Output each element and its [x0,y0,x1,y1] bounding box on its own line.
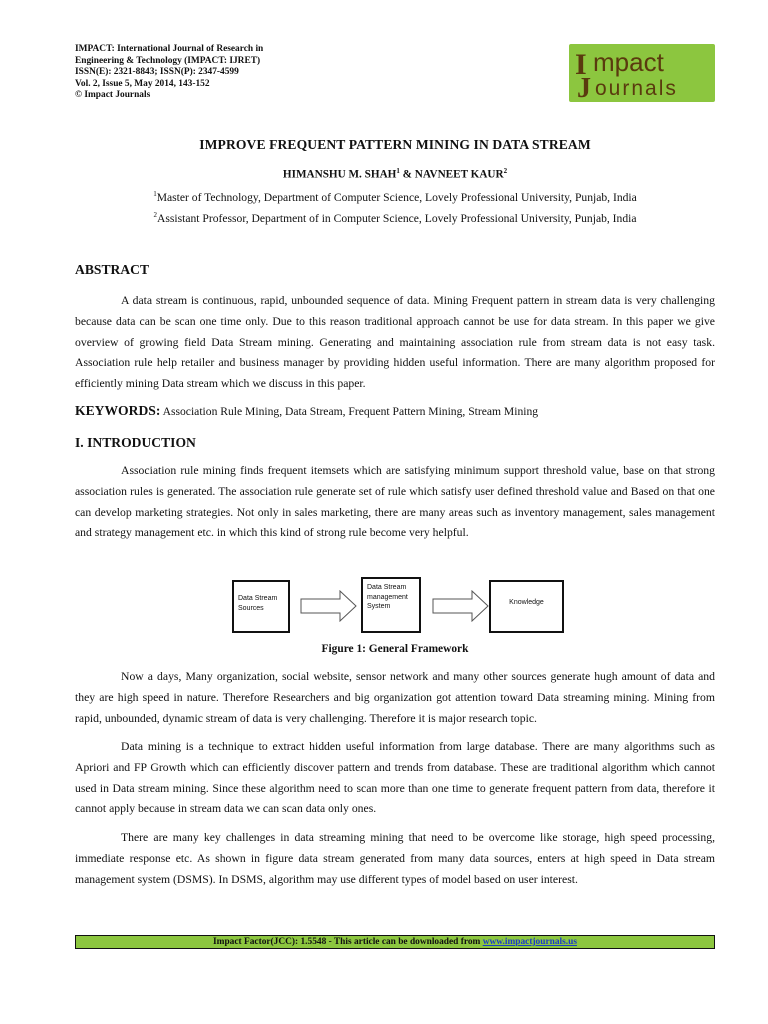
box-data-stream-sources-label: Data Stream Sources [238,595,278,612]
footer-website-link[interactable]: www.impactjournals.us [482,937,577,947]
paper-authors [75,167,715,181]
figure-caption: Figure 1: General Framework [321,643,469,655]
footer-text: Impact Factor(JCC): 1.5548 - This article can be downloaded from [213,937,483,947]
author-2-affil-mark: 2 [503,167,508,175]
journal-line-4: Vol. 2, Issue 5, May 2014, 143-152 [75,78,210,89]
footer-impact-factor [75,935,715,949]
journal-line-2: Engineering & Technology (IMPACT: IJRET) [75,55,261,66]
intro-paragraph-2: Now a days, Many organization, social website, sensor network and many other sources generate hugh amount of data and they are high speed in nature. Therefore Researchers and big organization got attention toward Data streaming mining. Mining from rapid, unbounded, dynamic stream of data is very challenging. Therefore it is major research topic. [75,670,715,725]
affiliation-2 [75,211,715,225]
author-separator: & [399,168,415,181]
affiliation-1-mark: 1 [153,190,157,198]
box-data-stream-management-system [361,577,421,633]
logo-initial-j: J [577,73,591,102]
introduction-heading: I. INTRODUCTION [75,435,196,450]
journal-info [75,44,335,102]
abstract-heading: ABSTRACT [75,262,150,277]
logo-word-journals: ournals [595,77,678,100]
intro-paragraph-3: Data mining is a technique to extract hidden useful information from large database. There are many algorithms such as Apriori and FP Growth which can efficiently discover pattern and trends from database. These are traditional algorithm which cannot used in Data stream mining. Since these algorithm need to scan more than one time to generate frequent pattern from data, therefore it cannot apply because in stream data we can scan data only ones. [75,740,715,816]
impact-journals-logo [569,44,715,102]
keywords-label: KEYWORDS: [75,403,161,418]
box-knowledge [489,580,564,633]
logo-initial-i: I [575,48,587,81]
journal-line-1: IMPACT: International Journal of Research in [75,44,264,54]
keywords [75,403,715,419]
keywords-text: Association Rule Mining, Data Stream, Frequent Pattern Mining, Stream Mining [160,405,539,418]
affiliation-2-text: Assistant Professor, Department of in Computer Science, Lovely Professional University, Punjab, India [156,211,637,225]
author-2: NAVNEET KAUR [414,168,504,181]
journal-line-3: ISSN(E): 2321-8843; ISSN(P): 2347-4599 [75,67,239,78]
affiliation-2-mark: 2 [153,211,157,219]
author-1: HIMANSHU M. SHAH [282,168,397,181]
journal-line-5: © Impact Journals [75,90,151,101]
intro-paragraph-4: There are many key challenges in data streaming mining that need to be overcome like storage, high speed processing, immediate response etc. As shown in figure data stream generated from many data sources, enters at high speed in Data stream management system (DSMS). In DSMS, algorithm may use different types of model based on user interest. [75,831,715,886]
box-dsms-label: Data Stream management System [367,584,408,610]
figure-general-framework [232,577,544,633]
arrow-right-icon [300,590,358,622]
intro-paragraph-1: Association rule mining finds frequent itemsets which are satisfying minimum support threshold value, base on that strong association rules is generated. The association rule generate set of rule which satisfy user defined threshold value and Based on that one can develop marketing strategies. Not only in sales marketing, there are many areas such as inventory management, sales management and strategy management etc. in which this kind of strong rule become very helpful. [75,464,715,540]
logo-word-impact: mpact [593,47,664,77]
affiliation-1 [75,190,715,204]
box-data-stream-sources [232,580,290,633]
arrow-right-icon [432,590,490,622]
paper-title: IMPROVE FREQUENT PATTERN MINING IN DATA STREAM [199,137,591,152]
author-1-affil-mark: 1 [396,167,400,175]
abstract-text: A data stream is continuous, rapid, unbounded sequence of data. Mining Frequent pattern in stream data is very challenging because data can be scan one time only. Due to this reason traditional approach cannot be use for data stream. In this paper we give overview of growing field Data Stream mining. Generating and maintaining association rule from stream data is not easy task. Association rule help retailer and business manager by providing hidden useful information. There are many algorithm proposed for efficiently mining Data stream which we discuss in this paper. [75,294,715,391]
box-knowledge-label: Knowledge [509,599,544,606]
affiliation-1-text: Master of Technology, Department of Computer Science, Lovely Professional University, Punjab, India [156,190,637,204]
